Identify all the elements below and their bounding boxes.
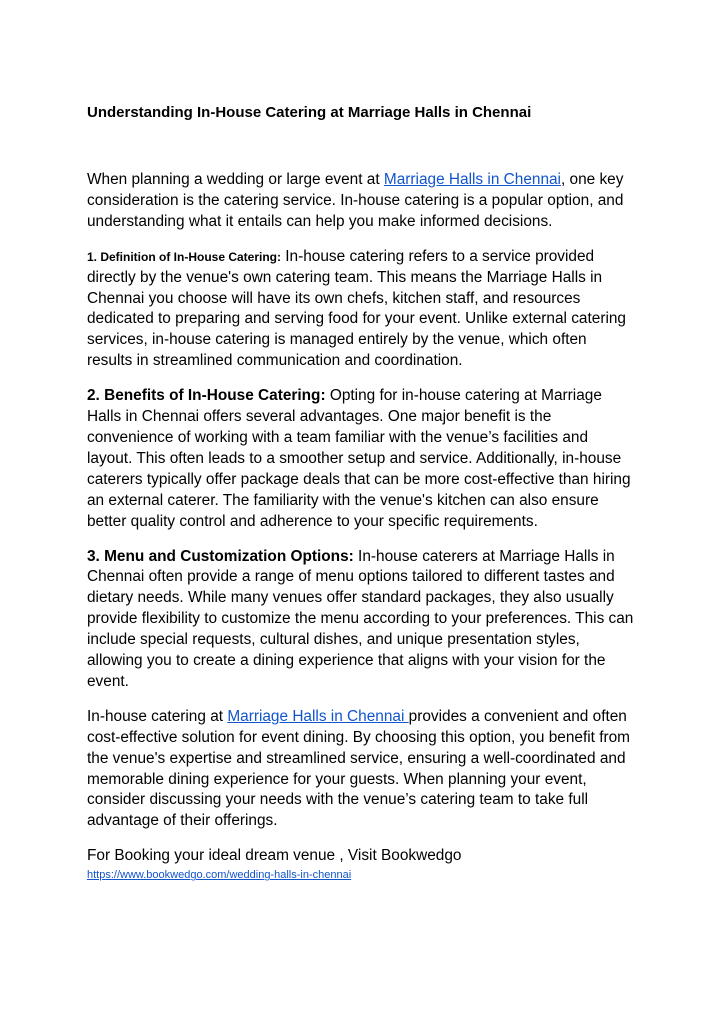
marriage-halls-link-2[interactable]: Marriage Halls in Chennai — [227, 707, 409, 725]
conclusion-text-after: provides a convenient and often cost-effective solution for event dining. By choosing this option, you benefit from the venue's expertise and streamlined service, ensuring a well-coordinated and memorable dining experience for your guests. When planning your event, consider discussing your needs with the venue’s catering team to take full advantage of their offerings. — [87, 707, 630, 830]
section-definition-body: In-house catering refers to a service provided directly by the venue's own catering team. This means the Marriage Halls in Chennai you choose will have its own chefs, kitchen staff, and resources dedicated to preparing and serving food for your event. Unlike external catering services, in-house catering is managed entirely by the venue, which often results in streamlined communication and coordination. — [87, 247, 626, 370]
intro-paragraph — [87, 170, 635, 233]
marriage-halls-link[interactable]: Marriage Halls in Chennai — [383, 171, 561, 188]
document-body — [87, 102, 635, 883]
section-benefits — [87, 386, 635, 532]
section-benefits-body: Opting for in-house catering at Marriage Halls in Chennai offers several advantages. One major benefit is the convenience of working with a team familiar with the venue’s facilities and layout. This often leads to a smoother setup and service. Additionally, in-house caterers typically offer package deals that can be more cost-effective than hiring an external caterer. The familiarity with the venue's kitchen can also ensure better quality control and adherence to your specific requirements. — [87, 387, 631, 530]
section-definition — [87, 247, 635, 372]
section-definition-heading: 1. Definition of In-House Catering: — [87, 249, 281, 264]
conclusion-text-before: In-house catering at — [87, 707, 228, 725]
booking-line: For Booking your ideal dream venue , Visit Bookwedgo — [87, 847, 462, 865]
document-title: Understanding In-House Catering at Marriage Halls in Chennai — [87, 104, 532, 121]
section-menu-body: In-house caterers at Marriage Halls in Chennai often provide a range of menu options tailored to different tastes and dietary needs. While many venues offer standard packages, they also usually provide flexibility to customize the menu according to your preferences. This can include special requests, cultural dishes, and unique presentation styles, allowing you to create a dining experience that aligns with your vision for the event. — [87, 547, 634, 690]
booking-url-link[interactable]: https://www.bookwedgo.com/wedding-halls-in-chennai — [87, 869, 352, 882]
section-menu — [87, 547, 635, 693]
section-benefits-heading: 2. Benefits of In-House Catering: — [87, 387, 326, 405]
conclusion-paragraph — [87, 707, 635, 832]
intro-text-before: When planning a wedding or large event at — [87, 171, 384, 188]
intro-text-after: , one key consideration is the catering service. In-house catering is a popular option, and understanding what it entails can help you make informed decisions. — [87, 171, 624, 230]
section-menu-heading: 3. Menu and Customization Options: — [87, 547, 354, 565]
